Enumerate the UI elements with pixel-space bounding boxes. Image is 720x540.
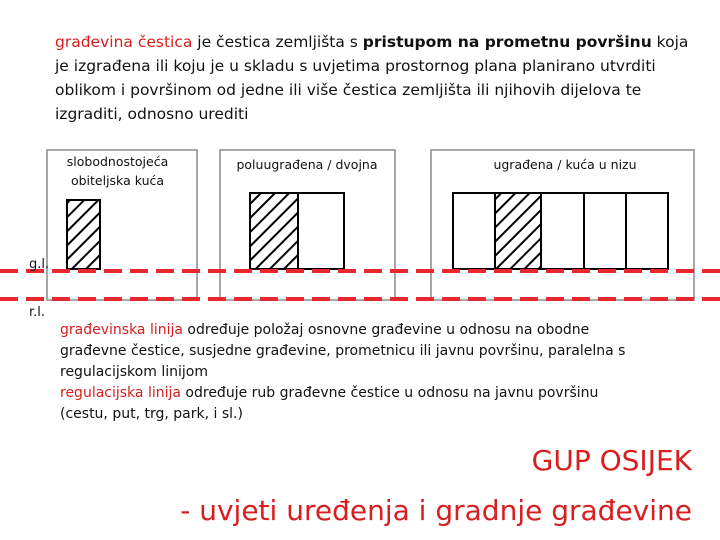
row-house-4 [584,193,626,269]
intro-bold-text: pristupom na prometnu površinu [362,33,652,51]
row-house-1 [453,193,495,269]
category-semidetached: poluugrađena / dvojna [236,157,378,172]
building-semidetached-neighbor [298,193,344,269]
definition-rl-text: određuje rub građevne čestice u odnosu na javnu površinu (cestu, put, trg, park, i sl.) [60,385,599,422]
definitions [60,320,650,425]
intro-text-2: koja je izgrađena ili koju je u skladu s uvjetima prostornog plana planirano utvrditi oblikom i površinom od jedne ili više čestica zemljišta ili njihovih dijelova te izgraditi, odnosno urediti [55,33,689,123]
row-house-5 [626,193,668,269]
building-semidetached [250,193,298,269]
category-freestanding: slobodnostojeća obiteljska kuća [66,154,169,188]
definition-gl [60,320,650,383]
building-freestanding [67,200,100,269]
term-regulacijska-linija: regulacijska linija [60,385,181,401]
category-row-house: ugrađena / kuća u nizu [493,157,637,172]
definition-rl [60,383,650,425]
label-rl: r.l. [29,305,46,320]
footer-subtitle: - uvjeti uređenja i gradnje građevine [180,494,692,527]
definition-gl-text: određuje položaj osnovne građevine u odnosu na obodne građevne čestice, susjedne građevine, prometnicu ili javnu površinu, paralelna s regulacijskom linijom [60,322,626,380]
term-gradevna-cestica: građevina čestica [55,33,193,51]
footer-title: GUP OSIJEK [531,444,692,477]
row-house-3 [541,193,584,269]
term-gradevinska-linija: građevinska linija [60,322,183,338]
label-gl: g.l. [29,257,50,272]
building-row-house [495,193,541,269]
intro-text: je čestica zemljišta s [192,33,363,51]
